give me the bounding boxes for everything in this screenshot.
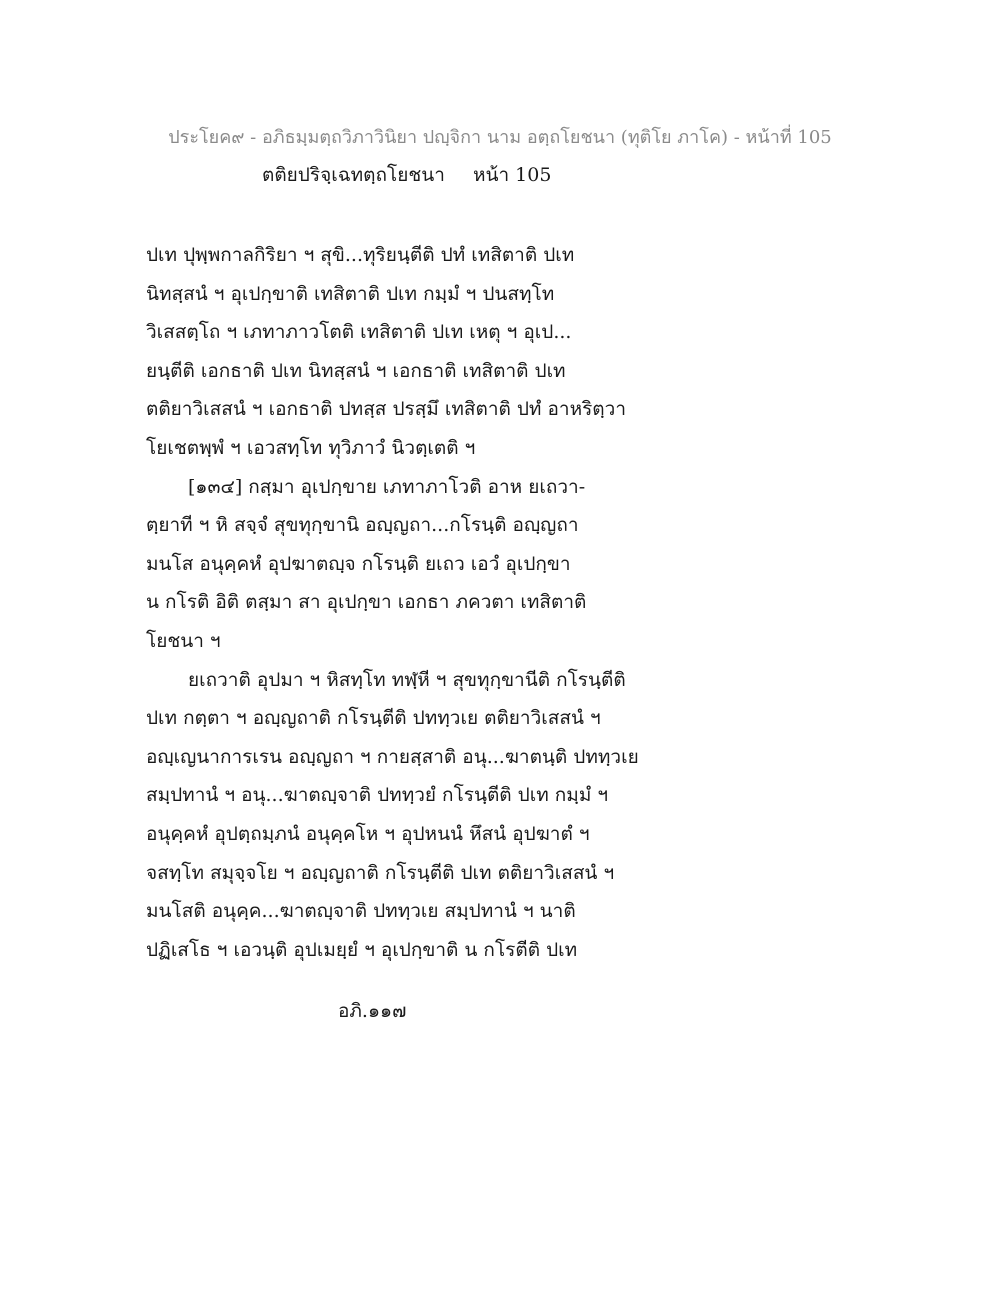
- text-line: ปเท ปุพฺพกาลกิริยา ฯ สุขิ...ทุริยนฺตีติ ปทํ เทสิตาติ ปเท: [146, 244, 575, 266]
- text-line: ยนฺตีติ เอกธาติ ปเท นิทสฺสนํ ฯ เอกธาติ เทสิตาติ ปเท: [146, 359, 566, 382]
- text-line: โยชนา ฯ: [146, 629, 221, 652]
- text-line: สมฺปทานํ ฯ อนุ...ฆาตญฺจาติ ปททฺวยํ กโรนฺตีติ ปเท กมฺมํ ฯ: [146, 784, 609, 807]
- text-line: มนโส อนุคฺคหํ อุปฆาตญฺจ กโรนฺติ ยเถว เอวํ อุเปกฺขา: [146, 552, 571, 575]
- text-line: ปเท กตฺตา ฯ อญฺญถาติ กโรนฺตีติ ปททฺวเย ตติยาวิเสสนํ ฯ: [146, 707, 601, 730]
- text-line: วิเสสตฺโถ ฯ เภทาภาวโตติ เทสิตาติ ปเท เหตุ ฯ อุเป...: [146, 321, 572, 344]
- page-footer-code: อภิ.๑๑๗: [338, 1000, 407, 1022]
- text-line: จสทฺโท สมุจฺจโย ฯ อญฺญถาติ กโรนฺตีติ ปเท ตติยาวิเสสนํ ฯ: [146, 861, 615, 884]
- text-line: น กโรติ อิติ ตสฺมา สา อุเปกฺขา เอกธา ภควตา เทสิตาติ: [146, 591, 587, 614]
- paragraph-start-line: ยเถวาติ อุปมา ฯ หิสทฺโท ทฬฺหี ฯ สุขทุกฺขานีติ กโรนฺตีติ: [188, 668, 626, 691]
- page-number-label: หน้า 105: [472, 164, 552, 186]
- paragraph-start-line: [๑๓๔] กสฺมา อุเปกฺขาย เภทาภาโวติ อาห ยเถวา-: [188, 475, 586, 498]
- text-line: โยเชตพฺพํ ฯ เอวสทฺโท ทุวิภาวํ นิวตฺเตติ ฯ: [146, 436, 476, 459]
- text-line: ตติยาวิเสสนํ ฯ เอกธาติ ปทสฺส ปรสฺมึ เทสิตาติ ปทํ อาหริตฺวา: [146, 398, 626, 421]
- text-line: มนโสติ อนุคฺค...ฆาตญฺจาติ ปททฺวเย สมฺปทานํ ฯ นาติ: [146, 900, 576, 923]
- body-text: [146, 236, 666, 969]
- text-line: ตฺยาที ฯ หิ สจฺจํ สุขทุกฺขานิ อญฺญถา...กโรนฺติ อญฺญถา: [146, 514, 579, 537]
- text-line: อญฺเญนาการเรน อญฺญถา ฯ กายสฺสาติ อนุ...ฆาตนฺติ ปททฺวเย: [146, 745, 639, 768]
- chapter-title: ตติยปริจฺเฉทตฺถโยชนา: [262, 164, 445, 186]
- text-line: นิทสฺสนํ ฯ อุเปกฺขาติ เทสิตาติ ปเท กมฺมํ ฯ ปนสทฺโท: [146, 282, 555, 305]
- chapter-heading: [262, 160, 551, 190]
- running-header: ประโยค๙ - อภิธมฺมตฺถวิภาวินิยา ปญฺจิกา นาม อตฺถโยชนา (ทุติโย ภาโค) - หน้าที่ 105: [168, 127, 832, 148]
- text-line: อนุคฺคหํ อุปตฺถมฺภนํ อนุคฺคโห ฯ อุปหนนํ หึสนํ อุปฆาตํ ฯ: [146, 822, 590, 845]
- text-line: ปฏิเสโธ ฯ เอวนฺติ อุปเมยฺยํ ฯ อุเปกฺขาติ น กโรตีติ ปเท: [146, 938, 578, 961]
